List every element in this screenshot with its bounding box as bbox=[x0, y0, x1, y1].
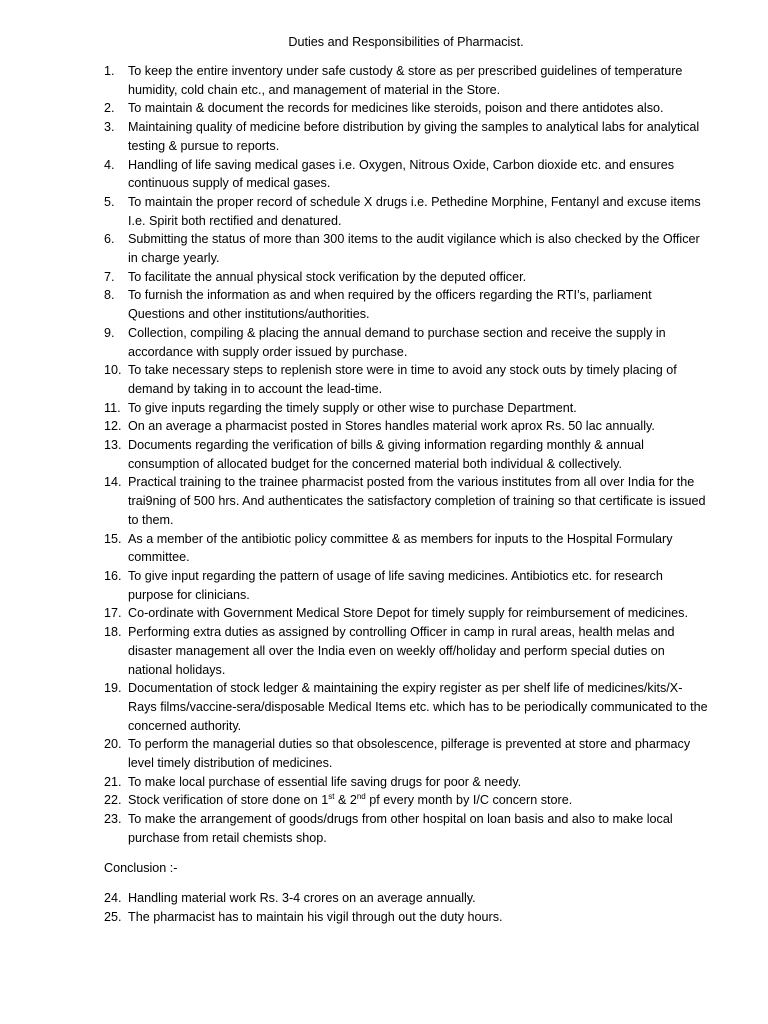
item-text-part: pf every month by I/C concern store. bbox=[365, 793, 573, 808]
list-item bbox=[104, 156, 708, 193]
list-item bbox=[104, 399, 708, 418]
list-item bbox=[104, 99, 708, 118]
item-text: To make local purchase of essential life saving drugs for poor & needy. bbox=[128, 774, 522, 789]
ordinal-suffix: st bbox=[328, 792, 335, 802]
list-item bbox=[104, 118, 708, 155]
duties-list bbox=[104, 62, 708, 848]
conclusion-list bbox=[104, 889, 708, 926]
item-text: To facilitate the annual physical stock verification by the deputed officer. bbox=[128, 269, 527, 284]
item-number: 15. bbox=[104, 531, 122, 546]
list-item bbox=[104, 473, 708, 529]
item-text: On an average a pharmacist posted in Stores handles material work aprox Rs. 50 lac annually. bbox=[128, 419, 655, 434]
list-item bbox=[104, 735, 708, 772]
item-text: Collection, compiling & placing the annual demand to purchase section and receive the supply in accordance with supply order issued by purchase. bbox=[128, 325, 666, 359]
item-number: 23. bbox=[104, 812, 122, 827]
item-text: Handling material work Rs. 3-4 crores on an average annually. bbox=[128, 891, 476, 906]
list-item bbox=[104, 567, 708, 604]
list-item bbox=[104, 230, 708, 267]
item-text: Handling of life saving medical gases i.e. Oxygen, Nitrous Oxide, Carbon dioxide etc. and ensures continuous supply of medical gases. bbox=[128, 157, 675, 191]
item-number: 20. bbox=[104, 737, 122, 752]
item-text: Maintaining quality of medicine before distribution by giving the samples to analytical labs for analytical testing & pursue to reports. bbox=[128, 120, 700, 153]
item-text: Submitting the status of more than 300 items to the audit vigilance which is also checked by the Officer in charge yearly. bbox=[128, 232, 700, 266]
document-title: Duties and Responsibilities of Pharmacist. bbox=[288, 35, 524, 49]
item-number: 6. bbox=[104, 232, 115, 247]
item-text: To give input regarding the pattern of usage of life saving medicines. Antibiotics etc. for research purpose for clinicians. bbox=[128, 568, 663, 602]
item-text: To furnish the information as and when required by the officers regarding the RTI’s, parliament Questions and other institutions/authorities. bbox=[128, 288, 652, 322]
list-item bbox=[104, 604, 708, 623]
list-item bbox=[104, 889, 708, 908]
item-text: Documents regarding the verification of bills & giving information regarding monthly & annual consumption of allocated budget for the concerned material both individual & collectively. bbox=[128, 438, 644, 471]
list-item bbox=[104, 417, 708, 436]
item-text: To make the arrangement of goods/drugs from other hospital on loan basis and also to make local purchase from retail chemists shop. bbox=[128, 812, 673, 845]
item-number: 22. bbox=[104, 793, 122, 808]
item-number: 8. bbox=[104, 288, 115, 303]
item-text: To keep the entire inventory under safe custody & store as per prescribed guidelines of temperature humidity, cold chain etc., and management of material in the Store. bbox=[128, 64, 683, 97]
conclusion-heading: Conclusion :- bbox=[104, 860, 178, 875]
item-number: 1. bbox=[104, 64, 115, 78]
item-number: 19. bbox=[104, 681, 122, 696]
item-number: 12. bbox=[104, 419, 122, 434]
list-item bbox=[104, 773, 708, 792]
list-item bbox=[104, 623, 708, 679]
item-number: 11. bbox=[104, 400, 121, 415]
ordinal-suffix: nd bbox=[356, 792, 366, 802]
item-text: To give inputs regarding the timely supply or other wise to purchase Department. bbox=[128, 400, 577, 415]
item-text: To take necessary steps to replenish store were in time to avoid any stock outs by timely placing of demand by taking in to account the lead-time. bbox=[128, 363, 677, 396]
item-number: 7. bbox=[104, 269, 115, 284]
list-item bbox=[104, 361, 708, 398]
item-text: The pharmacist has to maintain his vigil through out the duty hours. bbox=[128, 909, 503, 924]
item-text: Performing extra duties as assigned by controlling Officer in camp in rural areas, health melas and disaster management all over the India even on weekly off/holiday and perform special duties on national holidays. bbox=[128, 625, 675, 677]
item-text bbox=[128, 791, 708, 810]
item-text: Documentation of stock ledger & maintaining the expiry register as per shelf life of medicines/kits/X-Rays films/vaccine-sera/disposable Medical Items etc. which has to be periodically communicated to the concerned authority. bbox=[128, 681, 708, 733]
list-item bbox=[104, 193, 708, 230]
item-text: As a member of the antibiotic policy committee & as members for inputs to the Hospital Formulary committee. bbox=[128, 531, 673, 565]
item-text: Practical training to the trainee pharmacist posted from the various institutes from all over India for the trai9ning of 500 hrs. And authenticates the satisfactory completion of training so that certificate is issued to them. bbox=[128, 475, 706, 527]
item-number: 10. bbox=[104, 363, 122, 378]
item-number: 25. bbox=[104, 909, 122, 924]
list-item bbox=[104, 436, 708, 473]
item-number: 14. bbox=[104, 475, 122, 490]
item-text: To perform the managerial duties so that obsolescence, pilferage is prevented at store and pharmacy level timely distribution of medicines. bbox=[128, 737, 691, 771]
item-number: 5. bbox=[104, 194, 115, 209]
list-item bbox=[104, 268, 708, 287]
list-item bbox=[104, 679, 708, 735]
item-text-part: & 2 bbox=[334, 793, 357, 808]
item-number: 24. bbox=[104, 891, 122, 906]
list-item bbox=[104, 908, 708, 927]
item-number: 21. bbox=[104, 774, 122, 789]
item-number: 4. bbox=[104, 157, 115, 172]
item-number: 3. bbox=[104, 120, 115, 135]
list-item bbox=[104, 324, 708, 361]
item-number: 2. bbox=[104, 101, 115, 116]
list-item bbox=[104, 810, 708, 847]
item-text-part: Stock verification of store done on 1 bbox=[128, 793, 329, 808]
item-number: 16. bbox=[104, 568, 122, 583]
item-number: 13. bbox=[104, 438, 122, 453]
list-item bbox=[104, 286, 708, 323]
item-number: 9. bbox=[104, 325, 115, 340]
list-item bbox=[104, 530, 708, 567]
item-number: 17. bbox=[104, 606, 122, 621]
item-text: To maintain the proper record of schedule X drugs i.e. Pethedine Morphine, Fentanyl and excuse items I.e. Spirit both rectified and denatured. bbox=[128, 194, 701, 228]
item-text: Co-ordinate with Government Medical Store Depot for timely supply for reimbursement of medicines. bbox=[128, 606, 688, 621]
list-item bbox=[104, 62, 708, 99]
list-item bbox=[104, 791, 708, 810]
item-number: 18. bbox=[104, 625, 122, 640]
item-text: To maintain & document the records for medicines like steroids, poison and there antidotes also. bbox=[128, 101, 664, 116]
